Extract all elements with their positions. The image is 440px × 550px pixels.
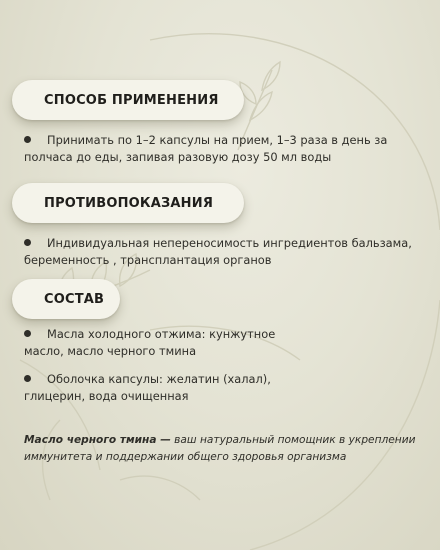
list-item-text: Принимать по 1–2 капсулы на прием, 1–3 раза в день за полчаса до еды, запивая разовую дозу 50 мл воды (24, 133, 388, 164)
list-item (24, 371, 314, 405)
note-highlight: Масло черного тмина — (24, 434, 171, 446)
section-title: ПРОТИВОПОКАЗАНИЯ (44, 195, 214, 211)
summary-note (24, 432, 424, 466)
list-item (24, 235, 424, 269)
list-item (24, 132, 424, 166)
section-header-composition (12, 279, 120, 319)
list-item-text: Масла холодного отжима: кунжутное масло, масло черного тмина (24, 327, 276, 358)
section-title: СПОСОБ ПРИМЕНЕНИЯ (44, 92, 219, 108)
list-item (24, 326, 314, 360)
bullet-icon (24, 330, 31, 337)
bullet-icon (24, 136, 31, 143)
bullet-icon (24, 239, 31, 246)
list-item-text: Оболочка капсулы: желатин (халал), глицерин, вода очищенная (24, 372, 271, 403)
bullet-icon (24, 375, 31, 382)
section-header-contraindications (12, 183, 244, 223)
list-item-text: Индивидуальная непереносимость ингредиентов бальзама, беременность , трансплантация органов (24, 236, 412, 267)
section-header-usage (12, 80, 244, 120)
section-title: СОСТАВ (44, 291, 105, 307)
note-text: ваш натуральный помощник в укреплении иммунитета и поддержании общего здоровья организма (24, 434, 416, 463)
